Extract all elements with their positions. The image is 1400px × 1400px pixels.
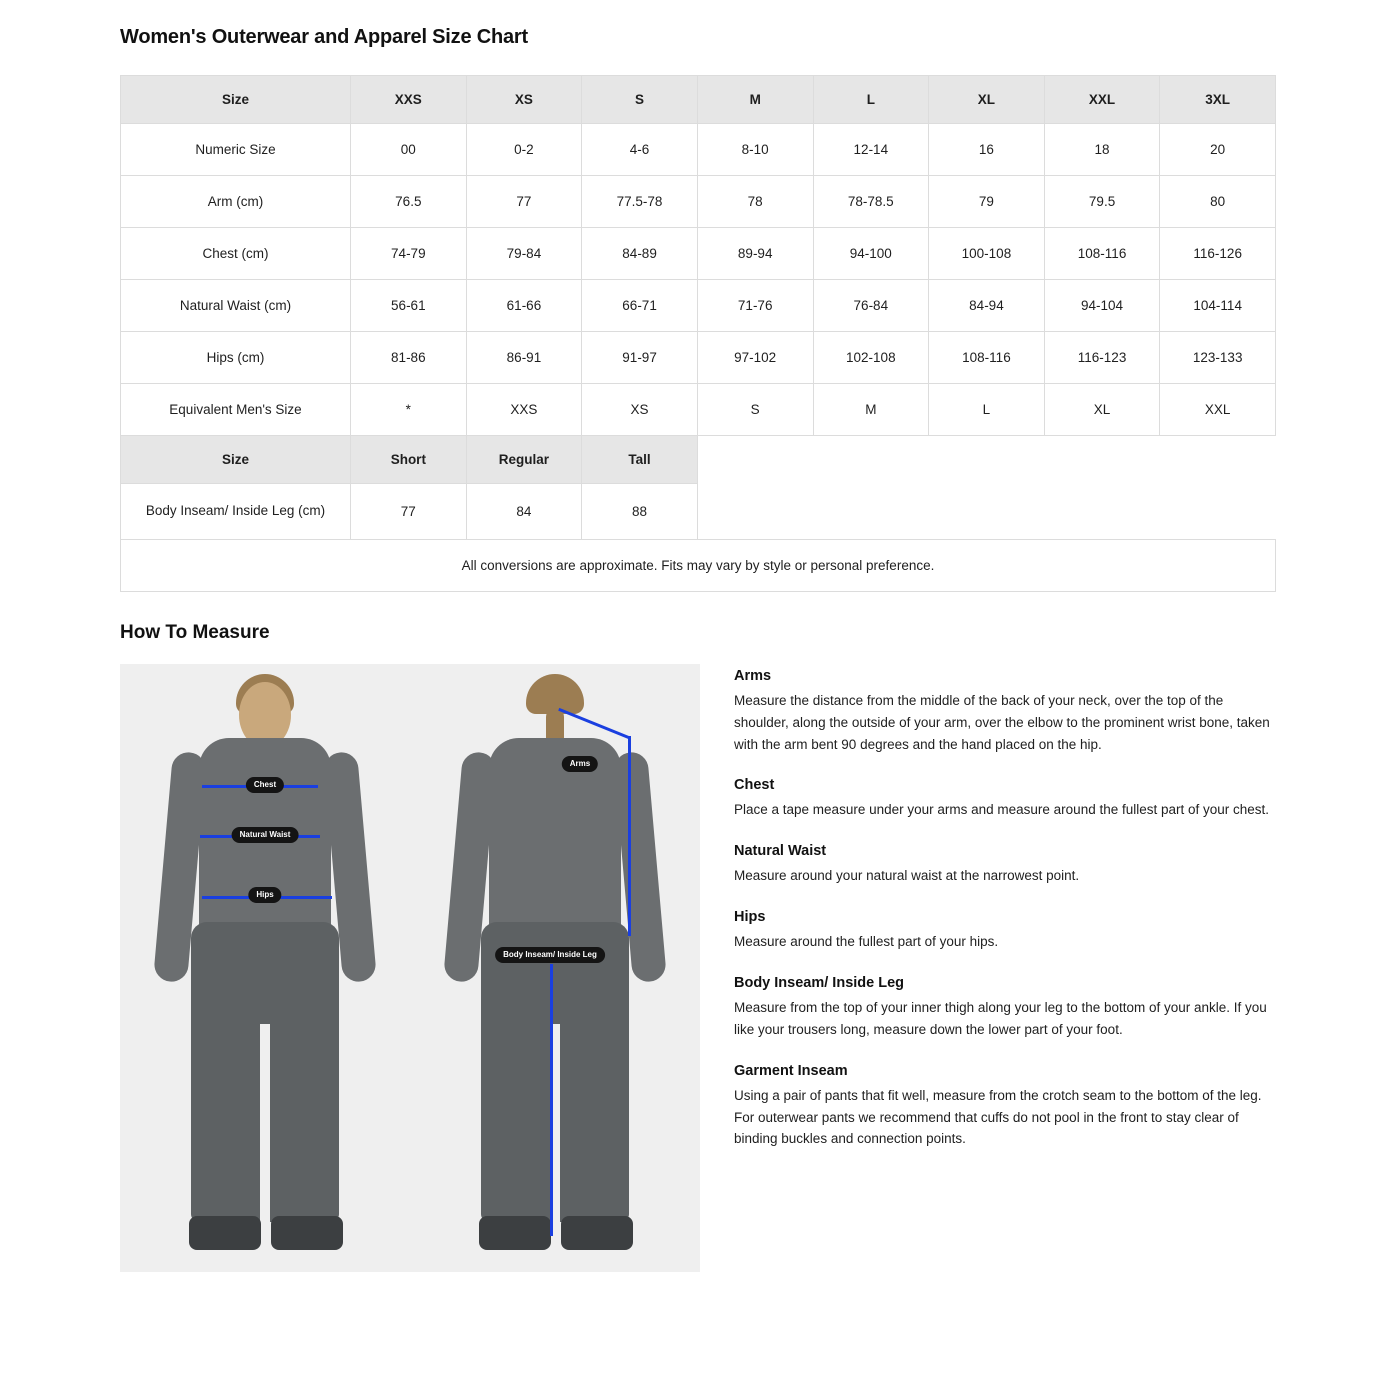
cell: 86-91 [466,332,582,384]
cell: 116-126 [1160,228,1276,280]
row-label-chest: Chest (cm) [121,228,351,280]
measure-text-chest: Place a tape measure under your arms and measure around the fullest part of your chest. [734,802,1270,818]
header-xl: XL [929,76,1045,124]
cell: 97-102 [697,332,813,384]
header-m: M [697,76,813,124]
measure-block-body-inseam [734,975,1280,1041]
table-header-row [121,76,1276,124]
right-boot-shape [561,1216,633,1250]
row-label-arm: Arm (cm) [121,176,351,228]
row-label-hips: Hips (cm) [121,332,351,384]
cell: 80 [1160,176,1276,228]
measure-heading-garment-inseam: Garment Inseam [734,1062,848,1079]
left-boot-shape [189,1216,261,1250]
arm-measure-line-down [628,736,631,936]
cell: 66-71 [582,280,698,332]
cell: 0-2 [466,124,582,176]
arms-tag: Arms [562,756,598,772]
measure-text-natural-waist: Measure around your natural waist at the narrowest point. [734,868,1080,884]
measure-block-arms [734,668,1280,756]
cell: 81-86 [351,332,467,384]
table-row [121,228,1276,280]
table-row [121,332,1276,384]
cell: 78 [697,176,813,228]
note-row [121,539,1276,591]
leg-split-shape [260,1024,270,1222]
cell: 84 [466,484,582,540]
cell: 116-123 [1044,332,1160,384]
header-l: L [813,76,929,124]
cell: 12-14 [813,124,929,176]
inseam-header-short: Short [351,436,467,484]
cell: 88 [582,484,698,540]
back-figure-illustration [410,664,700,1272]
measure-heading-natural-waist: Natural Waist [734,843,827,860]
measure-block-natural-waist [734,843,1280,887]
natural-waist-tag: Natural Waist [232,827,299,843]
size-chart-table [120,75,1276,592]
inseam-header-regular: Regular [466,436,582,484]
inseam-header-row [121,436,1276,484]
cell: 4-6 [582,124,698,176]
row-label-numeric-size: Numeric Size [121,124,351,176]
cell: 84-89 [582,228,698,280]
cell: S [697,384,813,436]
conversion-note: All conversions are approximate. Fits may vary by style or personal preference. [121,539,1276,591]
header-size: Size [121,76,351,124]
measure-text-garment-inseam: Using a pair of pants that fit well, measure from the crotch seam to the bottom of the leg. For outerwear pants we recommend that cuffs do not pool in the front to stay clear of binding buckles and connection points. [734,1087,1262,1147]
cell: 18 [1044,124,1160,176]
cell: 91-97 [582,332,698,384]
cell: 16 [929,124,1045,176]
cell: 84-94 [929,280,1045,332]
measure-block-chest [734,777,1280,821]
cell: 8-10 [697,124,813,176]
chest-tag: Chest [246,777,284,793]
measure-text-body-inseam: Measure from the top of your inner thigh along your leg to the bottom of your ankle. If you like your trousers long, measure down the lower part of your foot. [734,1000,1267,1037]
cell: * [351,384,467,436]
torso-shape [489,738,621,944]
inseam-row [121,484,1276,540]
cell: 79.5 [1044,176,1160,228]
spacer [697,484,1275,540]
header-xxl: XXL [1044,76,1160,124]
cell: 77.5-78 [582,176,698,228]
measure-heading-chest: Chest [734,777,775,794]
table-row [121,384,1276,436]
cell: 104-114 [1160,280,1276,332]
left-boot-shape [479,1216,551,1250]
back-view-photo [410,664,700,1272]
cell: 108-116 [929,332,1045,384]
cell: XXS [466,384,582,436]
measure-block-garment-inseam [734,1063,1280,1151]
measure-heading-body-inseam: Body Inseam/ Inside Leg [734,975,905,992]
cell: 00 [351,124,467,176]
cell: 78-78.5 [813,176,929,228]
header-xxs: XXS [351,76,467,124]
cell: 61-66 [466,280,582,332]
spacer [697,436,1275,484]
right-boot-shape [271,1216,343,1250]
table-row [121,176,1276,228]
row-label-natural-waist: Natural Waist (cm) [121,280,351,332]
measure-heading-hips: Hips [734,909,766,926]
cell: XXL [1160,384,1276,436]
header-3xl: 3XL [1160,76,1276,124]
how-to-measure-text [734,664,1280,1150]
cell: 94-104 [1044,280,1160,332]
measurement-photos [120,664,700,1272]
front-figure-illustration [120,664,410,1272]
measure-block-hips [734,909,1280,953]
cell: 77 [351,484,467,540]
cell: 79 [929,176,1045,228]
page-title: Women's Outerwear and Apparel Size Chart [120,26,528,48]
how-to-measure-title: How To Measure [120,621,270,643]
header-xs: XS [466,76,582,124]
cell: 76.5 [351,176,467,228]
cell: 94-100 [813,228,929,280]
cell: 89-94 [697,228,813,280]
cell: 56-61 [351,280,467,332]
how-to-measure-section [120,664,1280,1272]
cell: 71-76 [697,280,813,332]
cell: 20 [1160,124,1276,176]
table-row [121,280,1276,332]
cell: M [813,384,929,436]
row-label-equivalent-mens-size: Equivalent Men's Size [121,384,351,436]
inseam-header-size: Size [121,436,351,484]
inseam-measure-line [550,964,553,1236]
cell: 79-84 [466,228,582,280]
cell: 76-84 [813,280,929,332]
cell: XL [1044,384,1160,436]
cell: 77 [466,176,582,228]
body-inseam-tag: Body Inseam/ Inside Leg [495,947,605,963]
cell: XS [582,384,698,436]
cell: 102-108 [813,332,929,384]
measure-text-hips: Measure around the fullest part of your hips. [734,934,999,950]
cell: 100-108 [929,228,1045,280]
header-s: S [582,76,698,124]
measure-heading-arms: Arms [734,667,772,684]
row-label-body-inseam: Body Inseam/ Inside Leg (cm) [121,484,351,540]
table-row [121,124,1276,176]
inseam-header-tall: Tall [582,436,698,484]
cell: 123-133 [1160,332,1276,384]
cell: L [929,384,1045,436]
cell: 108-116 [1044,228,1160,280]
front-view-photo [120,664,410,1272]
cell: 74-79 [351,228,467,280]
hips-tag: Hips [248,887,281,903]
measure-text-arms: Measure the distance from the middle of the back of your neck, over the top of the shoulder, along the outside of your arm, over the elbow to the prominent wrist bone, taken with the arm bent 90 degrees and the hand placed on the hip. [734,692,1270,752]
arm-measure-line-shoulder [558,708,630,739]
